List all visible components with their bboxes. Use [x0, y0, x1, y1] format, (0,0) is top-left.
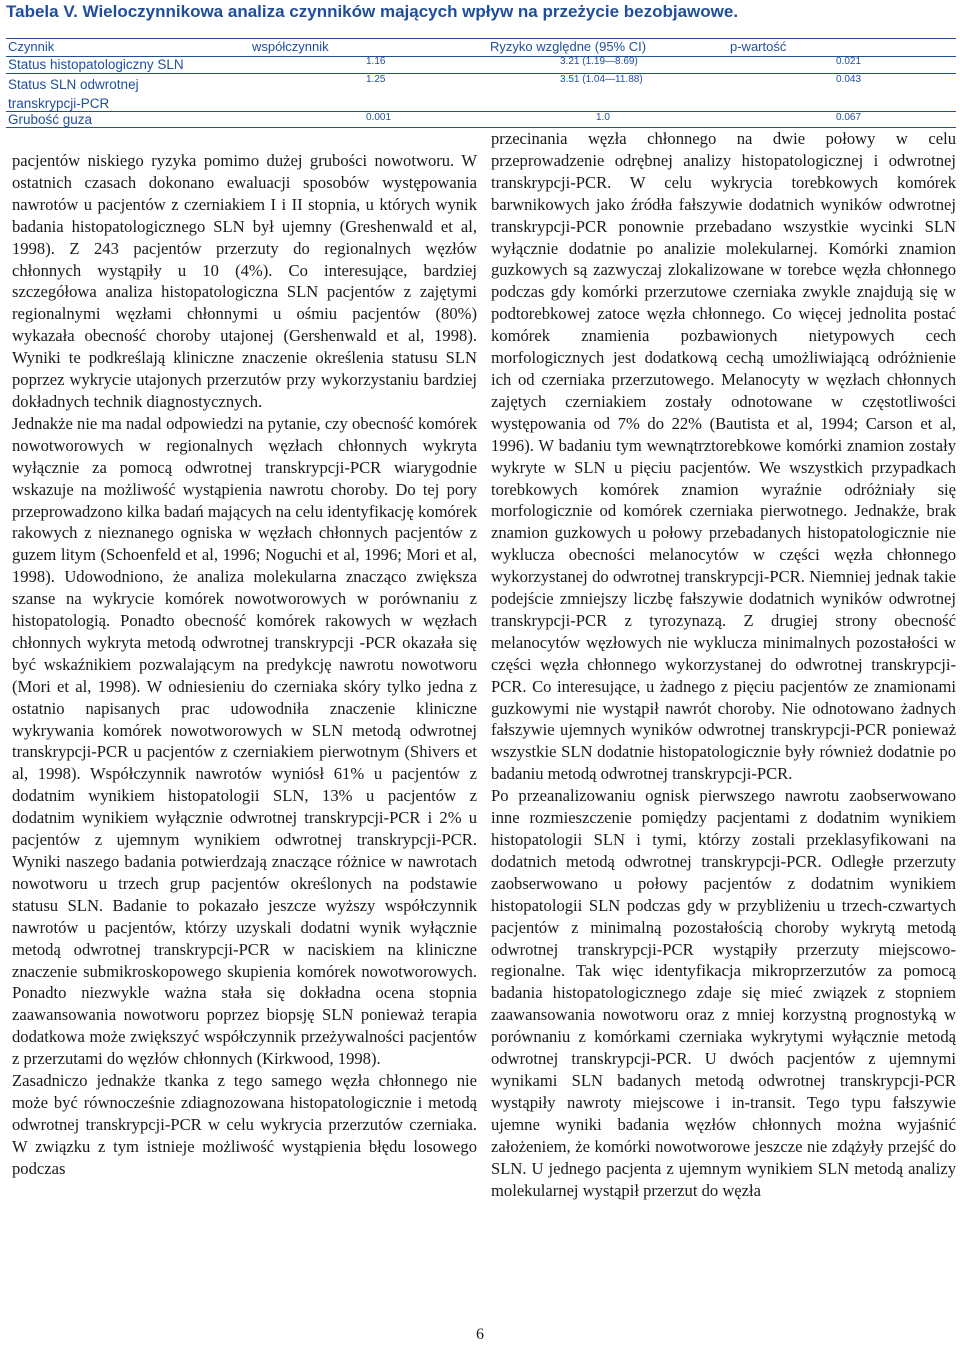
header-p-value: p-wartość — [730, 39, 787, 54]
table-row-1-rule — [6, 73, 956, 74]
row-3-factor: Grubość guza — [8, 112, 93, 127]
row-1-coef: 1.16 — [366, 56, 386, 67]
right-paragraph-1: przecinania węzła chłonnego na dwie połowy w celu przeprowadzenie odrębnej analizy histopatologicznej i odwrotnej transkrypcji-PCR. W celu wykrycia torebkowych komórek barwnikowych jako źródła fałszywie dodatnich wyników odwrotnej transkrypcji-PCR ponownie przebadano wszystkie wycinki SLN wyłącznie dodatnie po analizie molekularnej. Komórki znamion guzkowych są zazwyczaj zlokalizowane w torebce węzła chłonnego podczas gdy komórki przerzutowe czerniaka zwykle znajdują się w podtorebkowej zatoce węzła chłonnego. Co więcej jednolita postać komórek znamienia pozbawionych nietypowych cech morfologicznych jest dodatkową cechą umożliwiającą odróżnienie ich od czerniaka przerzutowego. Melanocyty w węzłach chłonnych zajętych czerniakiem zostały odnotowane w częstotliwości występowania od 7% do 22% (Bautista et al, 1994; Carson et al, 1996). W badaniu tym wewnątrztorebkowe komórki znamion zostały wykryte w SLN u pięciu pacjentów. We wszystkich przypadkach torebkowych komórek znamion wyraźnie odróżniały się morfologicznie od komórek czerniaka pierwotnego. Jednakże, brak znamion guzkowych u połowy przebadanych histopatologicznie nie wyklucza obecności melanocytów w części węzła chłonnego wykorzystanej do odwrotnej transkrypcji-PCR. Niemniej jednak takie podejście zmniejszy liczbę fałszywie dodatnich wyników odwrotnej transkrypcji-PCR z tyrozynazą. Z drugiej strony obecność melanocytów węzłowych nie wyklucza minimalnych pozostałości w części węzła chłonnego wykorzystanej do odwrotnej transkrypcji-PCR. Co interesujące, u żadnego z pięciu pacjentów ze znamionami guzkowymi nie wystąpił nawrót choroby. Nie odnotowano żadnych fałszywie ujemnych wyników odwrotnej transkrypcji-PCR ponieważ wszystkie SLN dodatnie histopatologicznie były również dodatnie po badaniu metodą odwrotnej transkrypcji-PCR. — [491, 129, 956, 784]
row-1-rr: 3.21 (1.19—8.69) — [560, 56, 638, 67]
table-title: Tabela V. Wieloczynnikowa analiza czynników mających wpływ na przeżycie bezobjawowe. — [6, 2, 739, 21]
row-3-p: 0.067 — [836, 112, 862, 123]
left-paragraph-1: pacjentów niskiego ryzyka pomimo dużej grubości nowotworu. W ostatnich czasach dokonano ewaluacji sposobów występowania nawrotów u pacjentów z czerniakiem I i II stopnia, u których wynik badania histopatologicznego SLN był ujemny (Greshenwald et al, 1998). Z 243 pacjentów przerzuty do regionalnych węzłów chłonnych wystąpiły u 10 (4%). Co interesujące, bardziej szczegółowa analiza histopatologiczna SLN pacjentów z zajętymi regionalnymi węzłami chłonnymi u ośmiu pacjentów (80%) wykazała obecność choroby utajonej (Gershenwald et al, 1998). Wyniki te podkreślają kliniczne znaczenie określenia statusu SLN poprzez wykrycie utajonych przerzutów przy wykorzystaniu bardziej dokładnych technik diagnostycznych. — [12, 151, 477, 411]
row-3-rr: 1.0 — [596, 112, 610, 123]
page-number: 6 — [476, 1326, 484, 1343]
row-2-rr: 3.51 (1.04—11.88) — [560, 74, 643, 85]
right-paragraph-2: Po przeanalizowaniu ognisk pierwszego nawrotu zaobserwowano inne rozmieszczenie pomiędzy pacjentami z dodatnim wynikiem histopatologii SLN i tymi, którzy zostali przeklasyfikowani na dodatnich metodą odwrotnej transkrypcji-PCR. Odległe przerzuty zaobserwowano u połowy pacjentów z dodatnim wynikiem histopatologii SLN podczas gdy w przybliżeniu u trzech-czwartych pacjentów z minimalną pozostałością choroby wykrytą metodą odwrotnej transkrypcji-PCR wystąpiły przerzuty miejscowo-regionalne. Tak więc identyfikacja mikroprzerzutów za pomocą badania histopatologicznego zdaje się mieć związek z stopniem zaawansowania nowotworu oraz z mniej korzystną prognostyką w porównaniu z komórkami czerniaka wykrytymi wyłącznie metodą odwrotnej transkrypcji-PCR. U dwóch pacjentów z ujemnymi wynikami SLN badanych metodą odwrotnej transkrypcji-PCR wystąpiły nawroty miejscowe i in-transit. Tego typu fałszywie ujemne wyniki badania węzłów chłonnych można wyjaśnić założeniem, że komórki nowotworowe jeszcze nie zdążyły przejść do SLN. U jednego pacjenta z ujemnym wynikiem SLN metodą analizy molekularnej wystąpił przerzut do węzła — [491, 786, 956, 1200]
header-factor: Czynnik — [8, 39, 55, 54]
row-2-coef: 1.25 — [366, 74, 386, 85]
header-coefficient: współczynnik — [252, 39, 329, 54]
left-text-column — [12, 150, 477, 1180]
left-paragraph-2: Jednakże nie ma nadal odpowiedzi na pytanie, czy obecność komórek nowotworowych w regionalnych węzłach chłonnych wykryta wyłącznie za pomocą odwrotnej transkrypcji-PCR wiarygodnie wskazuje na możliwość wystąpienia nawrotu choroby. Do tej pory przeprowadzono kilka badań mających na celu identyfikację komórek rakowych z nieznanego ogniska w węzłach chłonnych pacjentów z guzem litym (Schoenfeld et al, 1996; Noguchi et al, 1996; Mori et al, 1998). Udowodniono, że analiza molekularna znacząco zwiększa szanse na wykrycie komórek nowotworowych w porównaniu z histopatologią. Ponadto obecność komórek rakowych w węzłach chłonnych wykryta metodą odwrotnej transkrypcji -PCR okazała się być wskaźnikiem pozwalającym na predykcję nawrotu nowotworu (Mori et al, 1998). W odniesieniu do czerniaka skóry tylko jedna z ostatnio napisanych prac udowodniła znaczenie kliniczne wykrywania komórek nowotworowych w SLN metodą odwrotnej transkrypcji-PCR u pacjentów z czerniakiem pierwotnym (Shivers et al, 1998). Współczynnik nawrotów wyniósł 61% u pacjentów z dodatnim wynikiem histopatologii SLN, 13% u pacjentów z dodatnim wynikiem wyłącznie odwrotnej transkrypcji-PCR i 2% u pacjentów z ujemnym wynikiem odwrotnej transkrypcji-PCR. Wyniki naszego badania potwierdzają znaczące różnice w nawrotach nowotworu u trzech grup pacjentów określonych na podstawie statusu SLN. Badanie to pokazało jeszcze wyższy współczynnik nawrotów u pacjentów, którzy uzyskali dodatni wynik wyłącznie metodą odwrotnej transkrypcji-PCR w naciskiem na kliniczne znaczenie submikroskopowego skupienia komórek nowotworowych. Ponadto niezwykle ważna stała się dokładna ocena stopnia zaawansowania nowotworu poprzez biopsję SLN ponieważ terapia dodatkowa może zwiększyć współczynnik przeżywalności pacjentów z przerzutami do węzłów chłonnych (Kirkwood, 1998). — [12, 413, 477, 1069]
table-top-rule — [6, 38, 956, 39]
row-1-factor: Status histopatologiczny SLN — [8, 57, 184, 72]
left-paragraph-3: Zasadniczo jednakże tkanka z tego samego węzła chłonnego nie może być równocześnie zdiagnozowana histopatologicznie i metodą odwrotnej transkrypcji-PCR w celu wykrycia przerzutów czerniaka. W związku z tym istnieje możliwość wystąpienia błędu losowego podczas — [12, 1071, 477, 1178]
row-2-p: 0.043 — [836, 74, 862, 85]
table-row-2-rule — [6, 111, 956, 112]
header-relative-risk: Ryzyko względne (95% CI) — [490, 39, 647, 54]
row-2-factor-line-1: Status SLN odwrotnej — [8, 77, 139, 92]
row-3-coef: 0.001 — [366, 112, 392, 123]
row-1-p: 0.021 — [836, 56, 862, 67]
right-text-column — [491, 128, 956, 1201]
row-2-factor-line-2: transkrypcji-PCR — [8, 96, 110, 111]
